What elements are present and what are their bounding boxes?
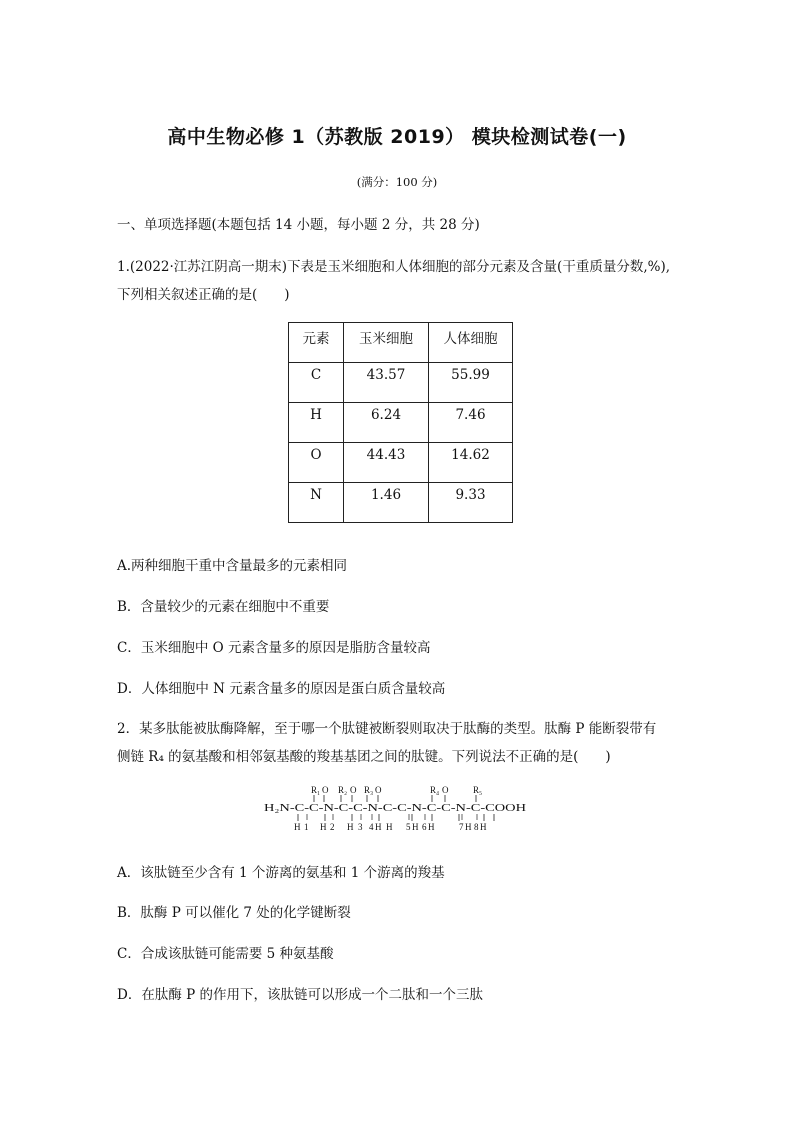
table-row [289,443,513,483]
r-label: R₂ [338,785,348,795]
table-cell: 9.33 [429,483,513,523]
table-cell: 6.24 [344,403,429,443]
bond-number: 1 [304,822,309,832]
table-cell: H [289,403,344,443]
table-cell: 14.62 [429,443,513,483]
bond-number: 8 [474,822,479,832]
table-cell: 7.46 [429,403,513,443]
r-label: R₃ [364,785,374,795]
bond-number: 7 [459,822,464,832]
h-label: H [320,822,327,832]
element-content-table [288,322,513,523]
section-heading: 一、单项选择题(本题包括 14 小题，每小题 2 分，共 28 分) [117,217,480,233]
question-2-stem-line-1: 2．某多肽能被肽酶降解，至于哪一个肽键被断裂则取决于肽酶的类型。肽酶 P 能断裂带有 [117,721,657,737]
question-2-stem-line-2: 侧链 R₄ 的氨基酸和相邻氨基酸的羧基基团之间的肽键。下列说法不正确的是( ) [117,749,611,765]
table-header-cell: 人体细胞 [429,323,513,363]
table-header-cell: 玉米细胞 [344,323,429,363]
r-label: R₅ [473,785,483,795]
score-note: (满分：100 分) [356,175,438,189]
bond-number: 6 [422,822,427,832]
peptide-chain-figure [262,782,532,834]
table-header-cell: 元素 [289,323,344,363]
upper-bonds [314,795,476,802]
table-cell: 1.46 [344,483,429,523]
question-1-option-a: A.两种细胞干重中含量最多的元素相同 [117,558,348,574]
o-label: O [350,785,357,795]
question-1-option-d: D．人体细胞中 N 元素含量多的原因是蛋白质含量较高 [117,681,446,697]
lower-bonds [298,814,494,821]
bond-number: 5 [406,822,411,832]
table-cell: N [289,483,344,523]
table-row [289,483,513,523]
table-row [289,363,513,403]
h-label: H [347,822,354,832]
table-cell: 55.99 [429,363,513,403]
bond-number: 4 [369,822,374,832]
table-cell: O [289,443,344,483]
h-label: H [480,822,487,832]
h-label: H [375,822,382,832]
h-label: H [386,822,393,832]
h-label: H [428,822,435,832]
o-label: O [322,785,329,795]
question-1-stem-line-1: 1.(2022·江苏江阴高一期末)下表是玉米细胞和人体细胞的部分元素及含量(干重质量分数,%), [117,259,671,275]
table-header-row [289,323,513,363]
table-cell: 43.57 [344,363,429,403]
question-1-stem-line-2: 下列相关叙述正确的是( ) [117,287,290,303]
r-label: R₁ [311,785,321,795]
h-label: H [465,822,472,832]
table-cell: C [289,363,344,403]
cleavage-arrows [307,814,477,820]
h-label: H [412,822,419,832]
question-2-option-b: B．肽酶 P 可以催化 7 处的化学键断裂 [117,905,351,921]
bond-number: 2 [330,822,335,832]
question-2-option-d: D．在肽酶 P 的作用下，该肽链可以形成一个二肽和一个三肽 [117,987,483,1003]
question-2-option-a: A．该肽链至少含有 1 个游离的氨基和 1 个游离的羧基 [117,865,445,881]
r-label: R₄ [430,785,440,795]
page-title: 高中生物必修 1（苏教版 2019） 模块检测试卷(一) [167,126,627,148]
h-label: H [294,822,301,832]
question-1-option-c: C．玉米细胞中 O 元素含量多的原因是脂肪含量较高 [117,640,431,656]
o-label: O [375,785,382,795]
question-2-option-c: C．合成该肽链可能需要 5 种氨基酸 [117,946,334,962]
table-cell: 44.43 [344,443,429,483]
question-1-option-b: B．含量较少的元素在细胞中不重要 [117,599,330,615]
o-label: O [442,785,449,795]
table-row [289,403,513,443]
bond-number: 3 [358,822,363,832]
peptide-backbone: H₂N-C-C-N-C-C-N-C-C-N-C-C-N-C-COOH [264,803,526,814]
